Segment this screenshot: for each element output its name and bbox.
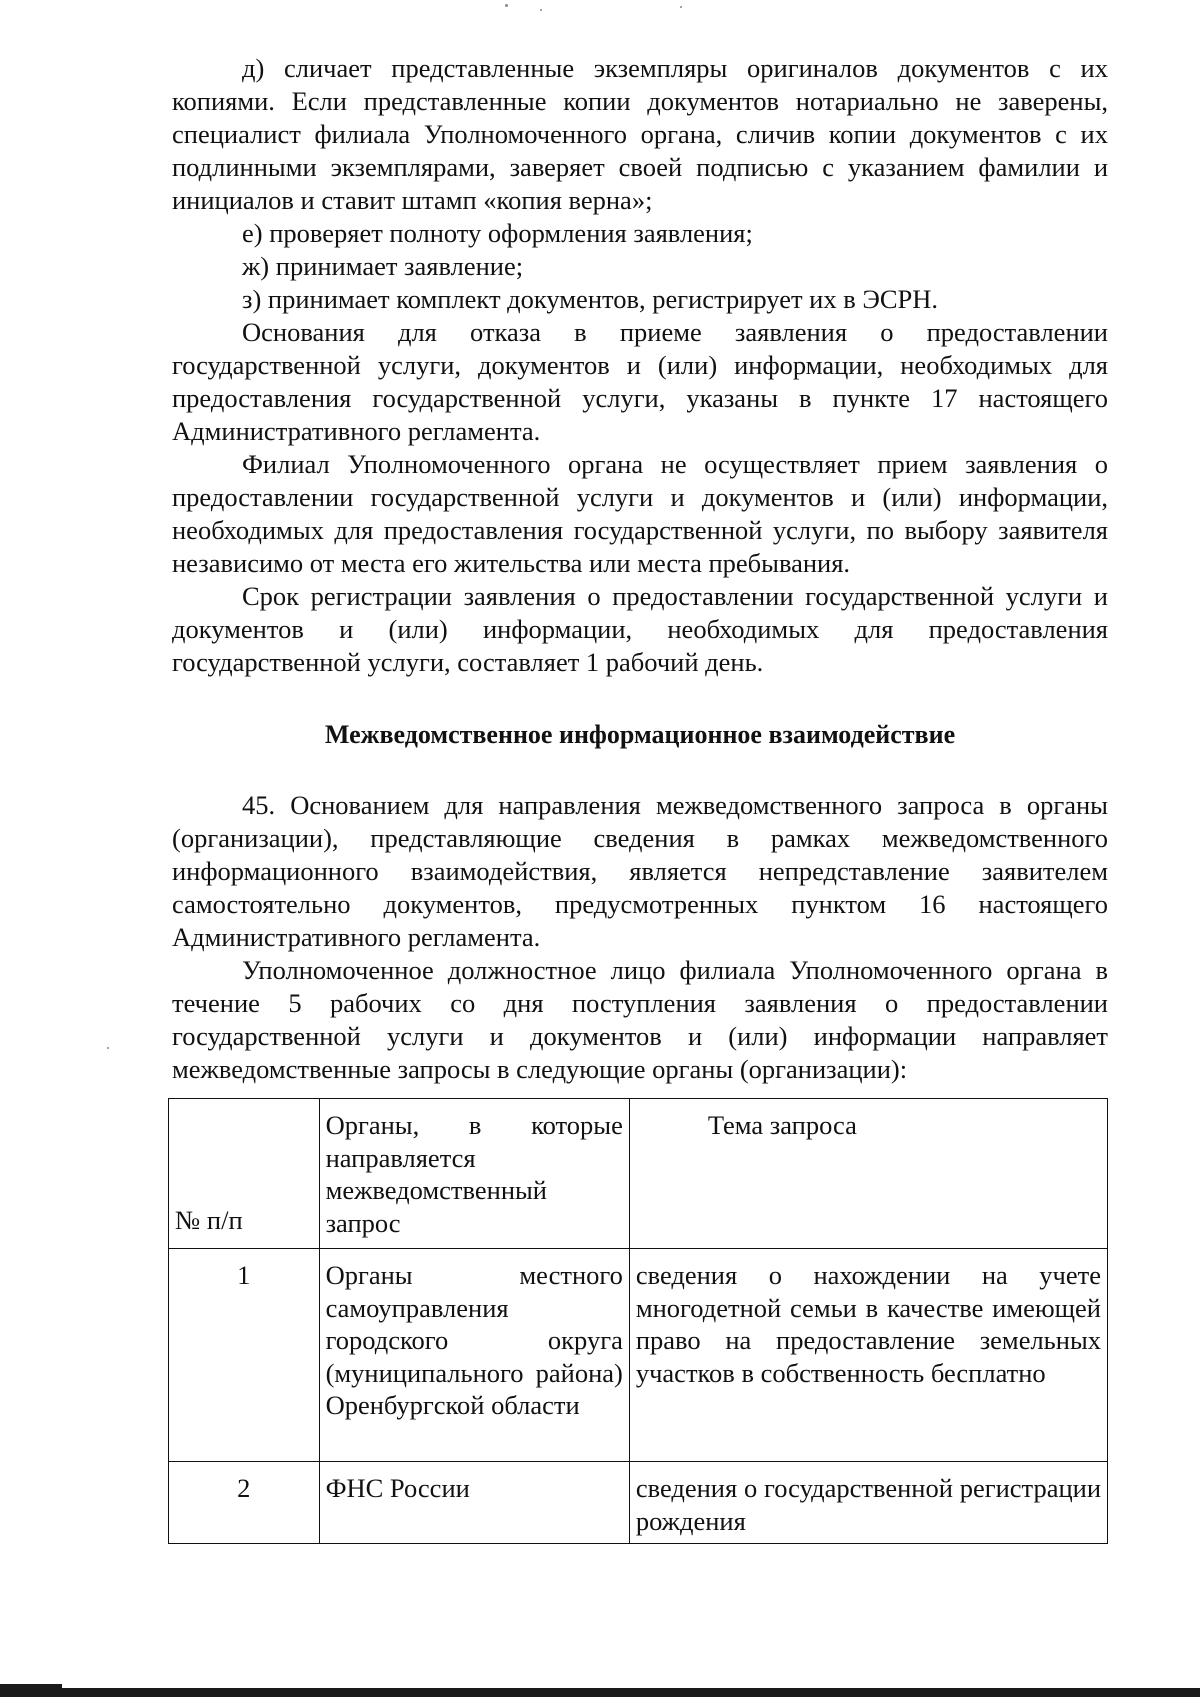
row-number: 1 <box>169 1249 320 1462</box>
paragraph-refusal-grounds: Основания для отказа в приеме заявления о предоставлении государственной услуги, документов и (или) информации, необходимых для предоставления государственной услуги, указаны в пункте 17 настоящего Административного регламента. <box>172 317 1108 446</box>
scan-speck <box>680 6 682 8</box>
scan-speck <box>540 9 542 11</box>
row-topic: сведения о государственной регистрации рождения <box>629 1462 1107 1544</box>
row-organ: ФНС России <box>319 1462 629 1544</box>
scan-speck <box>505 4 508 7</box>
scan-bottom-edge <box>0 1688 1200 1697</box>
table-row <box>169 1462 1108 1544</box>
section-heading: Межведомственное информационное взаимодействие <box>324 720 956 749</box>
table-header-row <box>169 1099 1108 1249</box>
row-organ: Органы местного самоуправления городского округа (муниципального района) Оренбургской области <box>319 1249 629 1462</box>
paragraph-registration-term: Срок регистрации заявления о предоставлении государственной услуги и документов и (или) информации, необходимых для предоставления государственной услуги, составляет 1 рабочий день. <box>172 581 1108 677</box>
column-header-number: № п/п <box>169 1099 320 1249</box>
list-item-zh: ж) принимает заявление; <box>242 251 524 281</box>
scan-speck <box>107 1047 109 1049</box>
paragraph-45: 45. Основанием для направления межведомственного запроса в органы (организации), представляющие сведения в рамках межведомственного информационного взаимодействия, является непредставление заявителем самостоятельно документов, предусмотренных пунктом 16 настоящего Административного регламента. <box>172 790 1108 952</box>
paragraph-branch-acceptance: Филиал Уполномоченного органа не осуществляет прием заявления о предоставлении государственной услуги и документов и (или) информации, необходимых для предоставления государственной услуги, по выбору заявителя независимо от места его жительства или места пребывания. <box>172 449 1108 578</box>
table-row <box>169 1249 1108 1462</box>
column-header-topic: Тема запроса <box>629 1099 1107 1249</box>
column-header-organ: Органы, в которые направляется межведомственный запрос <box>319 1099 629 1249</box>
document-page <box>172 52 1108 1086</box>
row-number: 2 <box>169 1462 320 1544</box>
paragraph-requests: Уполномоченное должностное лицо филиала Уполномоченного органа в течение 5 рабочих со дня поступления заявления о предоставлении государственной услуги и документов и (или) информации направляет межведомственные запросы в следующие органы (организации): <box>172 955 1108 1084</box>
list-item-z: з) принимает комплект документов, регистрирует их в ЭСРН. <box>242 284 939 314</box>
row-topic: сведения о нахождении на учете многодетной семьи в качестве имеющей право на предоставление земельных участков в собственность бесплатно <box>629 1249 1107 1462</box>
paragraph-d: д) сличает представленные экземпляры оригиналов документов с их копиями. Если представленные копии документов нотариально не заверены, специалист филиала Уполномоченного органа, сличив копии документов с их подлинными экземплярами, заверяет своей подписью с указанием фамилии и инициалов и ставит штамп «копия верна»; <box>172 53 1108 215</box>
list-item-e: е) проверяет полноту оформления заявления; <box>242 218 753 248</box>
interagency-requests-table <box>168 1098 1108 1544</box>
